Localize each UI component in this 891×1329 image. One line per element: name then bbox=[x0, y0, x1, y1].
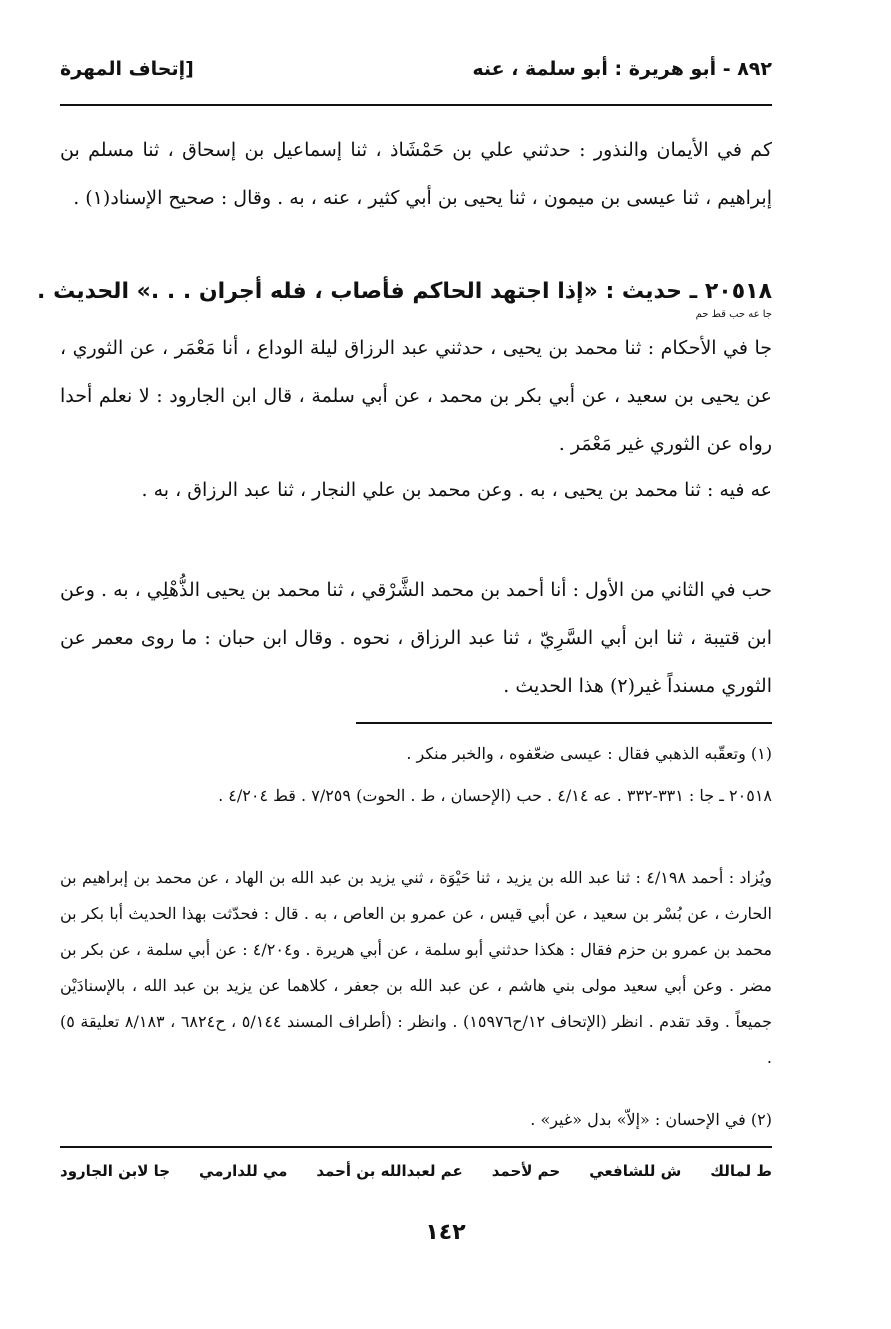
footnote-1 bbox=[60, 736, 772, 772]
legend-item: جا لابن الجارود bbox=[60, 1162, 171, 1180]
text-block-ibn-jarud bbox=[60, 324, 772, 468]
text-block-abu-awana bbox=[60, 466, 772, 514]
paragraph-ibn-jarud: جا في الأحكام : ثنا محمد بن يحيى ، حدثني عبد الرزاق ليلة الوداع ، أنا مَعْمَر ، عن الثوري ، عن يحيى بن سعيد ، عن أبي بكر بن محمد ، عن أبي سلمة ، قال ابن الجارود : لا نعلم أحدا رواه عن الثوري غير مَعْمَر . bbox=[60, 337, 772, 455]
header-section-title: ٨٩٢ - أبو هريرة : أبو سلمة ، عنه bbox=[472, 58, 772, 80]
footnote-additions bbox=[60, 860, 772, 1076]
header-book-title: [إتحاف المهرة bbox=[60, 58, 194, 80]
legend-item: ش للشافعي bbox=[589, 1162, 682, 1180]
footnote-2 bbox=[60, 1102, 772, 1138]
paragraph-abu-awana: عه فيه : ثنا محمد بن يحيى ، به . وعن محمد بن علي النجار ، ثنا عبد الرزاق ، به . bbox=[141, 479, 772, 501]
footnote-rule bbox=[356, 722, 772, 724]
paragraph-ibn-hibban: حب في الثاني من الأول : أنا أحمد بن محمد الشَّرْقي ، ثنا محمد بن يحيى الذُّهْلِي ، به . وعن ابن قتيبة ، ثنا ابن أبي السَّرِيّ ، ثنا عبد الرزاق ، نحوه . وقال ابن حبان : ما روى معمر عن الثوري مسنداً غير(٢) هذا الحديث . bbox=[60, 579, 772, 697]
text-block-ibn-hibban bbox=[60, 566, 772, 710]
legend-item: ط لمالك bbox=[710, 1162, 772, 1180]
running-header bbox=[60, 58, 772, 92]
footnote-1-text: (١) وتعقّبه الذهبي فقال : عيسى ضعّفوه ، والخبر منكر . bbox=[406, 744, 772, 763]
footnote-sources-text: ٢٠٥١٨ ـ جا : ٣٣١-٣٣٢ . عه ٤/١٤ . حب (الإحسان ، ط . الحوت) ٧/٢٥٩ . قط ٤/٢٠٤ . bbox=[218, 786, 772, 805]
legend-item: مي للدارمي bbox=[199, 1162, 288, 1180]
footnote-sources bbox=[60, 778, 772, 814]
footnote-additions-text: ويُزاد : أحمد ٤/١٩٨ : ثنا عبد الله بن يزيد ، ثنا حَيْوَة ، ثني يزيد بن عبد الله بن الهاد ، عن محمد بن إبراهيم بن الحارث ، عن بُسْر بن سعيد ، عن أبي قيس ، عن عمرو بن العاص ، به . قال : فحدّثت بهذا الحديث أبا بكر بن محمد بن عمرو بن حزم فقال : هكذا حدثني أبو سلمة ، عن أبي هريرة . و٤/٢٠٤ : عن أبي سلمة ، عن بكر بن مضر . وعن أبي سعيد مولى بني هاشم ، عن عبد الله بن جعفر ، كلاهما عن يزيد بن عبد الله ، بالإسنادَيْن جميعاً . وقد تقدم . انظر (الإتحاف ١٢/ح١٥٩٧٦) . وانظر : (أطراف المسند ٥/١٤٤ ، ح٦٨٢٤ ، ٨/١٨٣ تعليقة ٥) . bbox=[60, 868, 773, 1067]
text-block-hakim bbox=[60, 126, 772, 222]
header-rule bbox=[60, 104, 772, 106]
hadith-heading: ٢٠٥١٨ ـ حديث : «إذا اجتهد الحاكم فأصاب ، فله أجران . . .» الحديث . bbox=[37, 279, 772, 304]
sigla-legend bbox=[60, 1162, 772, 1180]
source-sigla-note: جا عه حب قط حم bbox=[695, 309, 772, 320]
paragraph-hakim: كم في الأيمان والنذور : حدثني علي بن حَمْشَاذ ، ثنا إسماعيل بن إسحاق ، ثنا مسلم بن إبراهيم ، ثنا عيسى بن ميمون ، ثنا يحيى بن أبي كثير ، عنه ، به . وقال : صحيح الإسناد(١) . bbox=[60, 139, 772, 209]
page-number: ١٤٢ bbox=[425, 1220, 466, 1245]
legend-item: عم لعبدالله بن أحمد bbox=[316, 1162, 463, 1180]
legend-rule bbox=[60, 1146, 772, 1148]
legend-item: حم لأحمد bbox=[491, 1162, 561, 1180]
footnote-2-text: (٢) في الإحسان : «إلاّ» بدل «غير» . bbox=[530, 1110, 772, 1129]
